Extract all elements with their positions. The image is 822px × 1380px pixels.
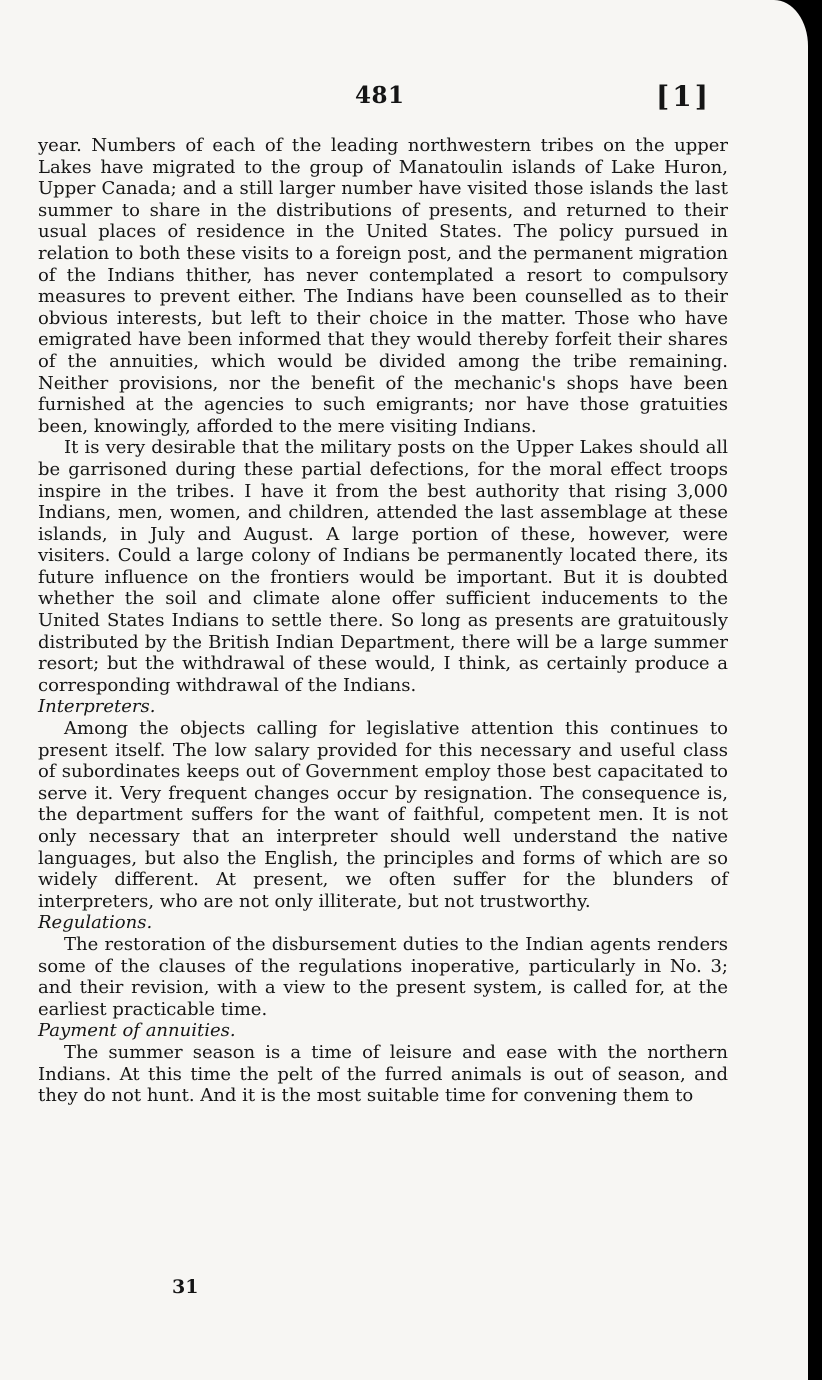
section-heading-interpreters: Interpreters. bbox=[38, 696, 156, 718]
paragraph-military-posts: It is very desirable that the military posts on the Upper Lakes should all be garrisoned during these partial defections, for the moral effect troops inspire in the tribes. I have it from the best authority that rising 3,000 Indians, men, women, and children, attended the last assemblage at these islands, in July and August. A large portion of these, however, were visiters. Could a large colony of Indians be permanently located there, its future influence on the frontiers would be important. But it is doubted whether the soil and climate alone offer sufficient inducements to the United States Indians to settle there. So long as presents are gratuitously distributed by the British Indian Department, there will be a large summer resort; but the withdrawal of these would, I think, as certainly produce a corresponding withdrawal of the Indians. bbox=[38, 437, 728, 696]
section-heading-regulations: Regulations. bbox=[38, 912, 153, 934]
page-number: 481 bbox=[355, 82, 405, 109]
paragraph-payment: The summer season is a time of leisure and ease with the northern Indians. At this time the pelt of the furred animals is out of season, and they do not hunt. And it is the most suitable time for convening them to bbox=[38, 1041, 728, 1107]
body-text bbox=[38, 135, 728, 1107]
paragraph-continuation: year. Numbers of each of the leading northwestern tribes on the upper Lakes have migrated to the group of Manatoulin islands of Lake Huron, Upper Canada; and a still larger number have visited those islands the last summer to share in the distributions of presents, and returned to their usual places of residence in the United States. The policy pursued in relation to both these visits to a foreign post, and the permanent migration of the Indians thither, has never contemplated a resort to compulsory measures to prevent either. The Indians have been counselled as to their obvious interests, but left to their choice in the matter. Those who have emigrated have been informed that they would thereby forfeit their shares of the annuities, which would be divided among the tribe remaining. Neither provisions, nor the benefit of the mechanic's shops have been furnished at the agencies to such emigrants; nor have those gratuities been, knowingly, afforded to the mere visiting Indians. bbox=[38, 135, 728, 437]
paragraph-interpreters: Among the objects calling for legislative attention this continues to present itself. The low salary provided for this necessary and useful class of subordinates keeps out of Government employ those best capacitated to serve it. Very frequent changes occur by resignation. The consequence is, the department suffers for the want of faithful, competent men. It is not only necessary that an interpreter should well understand the native languages, but also the English, the principles and forms of which are so widely different. At present, we often suffer for the blunders of interpreters, who are not only illiterate, but not trustworthy. bbox=[38, 718, 728, 912]
section-heading-payment: Payment of annuities. bbox=[38, 1020, 236, 1042]
paragraph-regulations: The restoration of the disbursement duties to the Indian agents renders some of the clauses of the regulations inoperative, particularly in No. 3; and their revision, with a view to the present system, is called for, at the earliest practicable time. bbox=[38, 933, 728, 1020]
page-header bbox=[0, 80, 808, 120]
signature-mark: 31 bbox=[172, 1276, 199, 1298]
document-mark: [1] bbox=[656, 80, 711, 113]
